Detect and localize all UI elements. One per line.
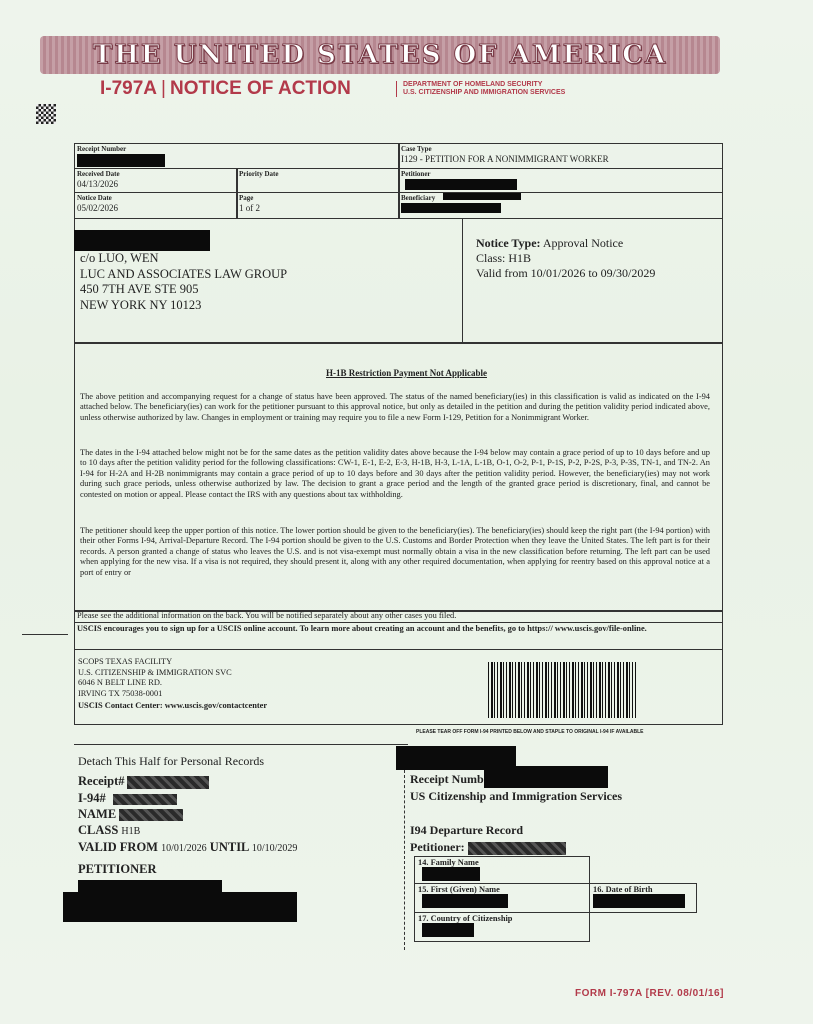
- notice-date-value: 05/02/2026: [77, 203, 119, 213]
- facility-line-1: SCOPS TEXAS FACILITY: [78, 657, 173, 666]
- date-of-birth-cell: [589, 883, 697, 913]
- petitioner-cell: [398, 168, 723, 193]
- family-name-label: 14. Family Name: [418, 858, 479, 867]
- page-label: Page: [239, 194, 254, 202]
- valid-line: Valid from 10/01/2026 to 09/30/2029: [476, 266, 656, 280]
- i94-agency: US Citizenship and Immigration Services: [410, 789, 623, 803]
- department-block: [396, 81, 565, 97]
- until-value: 10/10/2029: [251, 843, 298, 854]
- validity-row: [78, 840, 297, 855]
- redacted-petitioner-address: [63, 892, 297, 922]
- redacted-i94-petitioner: [468, 842, 566, 855]
- i94-row: [78, 791, 177, 806]
- country-label: 17. Country of Citizenship: [418, 914, 513, 923]
- receipt-number-label: Receipt Number: [77, 145, 127, 153]
- online-account-text: USCIS encourages you to sign up for a USCIS online account. To learn more about creating an account and the benefits, go to https:// www.uscis.gov/file-online.: [77, 624, 647, 633]
- agency-line: U.S. CITIZENSHIP AND IMMIGRATION SERVICES: [403, 89, 566, 96]
- class-value: H1B: [121, 826, 141, 837]
- redacted-receipt-number: [77, 154, 165, 167]
- case-type-cell: [398, 143, 723, 169]
- valid-from-value: 10/01/2026: [161, 843, 207, 854]
- tear-dashed-line: [404, 770, 405, 950]
- page-value: 1 of 2: [239, 203, 260, 213]
- date-of-birth-label: 16. Date of Birth: [593, 885, 653, 894]
- address-line-4: NEW YORK NY 10123: [80, 297, 202, 312]
- form-code: I-797A: [100, 78, 158, 99]
- detach-rule: [74, 744, 408, 745]
- redacted-beneficiary-line2: [401, 203, 501, 213]
- beneficiary-label: Beneficiary: [401, 194, 436, 202]
- barcode-icon: [488, 662, 636, 718]
- redacted-date-of-birth: [593, 894, 685, 908]
- tear-off-instruction: PLEASE TEAR OFF FORM I-94 PRINTED BELOW AND STAPLE TO ORIGINAL I-94 IF AVAILABLE: [416, 729, 644, 735]
- i94-petitioner-label: Petitioner:: [410, 840, 465, 854]
- priority-date-cell: [236, 168, 400, 193]
- family-name-cell: [414, 856, 590, 884]
- i94-receipt-row: [410, 772, 608, 788]
- paragraph-petitioner: The petitioner should keep the upper portion of this notice. The lower portion should be given to the beneficiary(ies). The beneficiary(ies) should keep the right part (the I-94 portion) with their other Forms I-94, Arrival-Departure Record. The I-94 portion should be given to the U.S. Customs and Border Protection when they leave the United States. The left part is for their records. A person granted a change of status who leaves the U.S. and is not visa-exempt must normally obtain a visa in the new classification before returning. The left part can be used when applying for the new visa. If a visa is not required, they should present it, along with any other required documentation, when applying for reentry based on this approval notice at a port of entry or: [80, 526, 710, 577]
- receipt-number-cell: [74, 143, 400, 169]
- redacted-country: [422, 923, 474, 937]
- redacted-petitioner: [405, 179, 517, 190]
- petitioner-row: [78, 862, 157, 877]
- class-label: CLASS: [78, 823, 119, 837]
- receipt-label: Receipt#: [78, 774, 125, 788]
- facility-line-2: U.S. CITIZENSHIP & IMMIGRATION SVC: [78, 667, 232, 677]
- receipt-row: [78, 774, 209, 789]
- case-type-label: Case Type: [401, 145, 432, 153]
- notice-date-cell: [74, 192, 238, 219]
- contact-center: USCIS Contact Center: www.uscis.gov/contactcenter: [78, 701, 268, 710]
- facility-address: [78, 657, 267, 712]
- see-back-text: Please see the additional information on the back. You will be notified separately about any other cases you filed.: [77, 611, 457, 620]
- form-title-line: I-797A | NOTICE OF ACTION: [100, 78, 351, 99]
- i94-receipt-label: Receipt Numb: [410, 772, 484, 786]
- form-number: FORM I-797A [REV. 08/01/16]: [575, 988, 724, 999]
- facility-line-3: 6046 N BELT LINE RD.: [78, 678, 162, 687]
- detach-petitioner-label: PETITIONER: [78, 862, 157, 876]
- department-line: DEPARTMENT OF HOMELAND SECURITY: [403, 81, 543, 88]
- paragraph-approval: The above petition and accompanying request for a change of status have been approved. The status of the named beneficiary(ies) in this classification is valid as indicated on the I-94 attached below. The beneficiary(ies) can work for the petitioner pursuant to this approval notice, but only as detailed in the petition and during the petition validity period indicated above, unless otherwise authorized by law. Changes in employment or training may require you to file a new Form I-129, Petition for a Nonimmigrant Worker.: [80, 392, 710, 422]
- petitioner-label: Petitioner: [401, 170, 431, 178]
- paragraph-grace-period: The dates in the I-94 attached below might not be for the same dates as the petition validity dates above because the I-94 below may contain a grace period of up to 10 days before and up to 10 days after the petition validity period for the following classifications: CW-1, E-1, E-2, E-3, H-1B, H-3, L-1A, L-1B, O-1, O-2, P-1, P-1S, P-2, P-2S, P-3, P-3S, TN-1, and TN-2. An I-94 for H-2A and H-2B nonimmigrants may contain a grace period of up to 10 days before and 30 days after the petition validity period. However, the beneficiary(ies) may not work during such grace periods, unless otherwise authorized by law. The decision to grant a grace period and the length of the granted grace period is discretionary, final, and cannot be contested on motion or appeal. Please contact the IRS with any questions about tax withholding.: [80, 448, 710, 499]
- valid-from-label: VALID FROM: [78, 840, 158, 854]
- class-row: [78, 823, 140, 838]
- i94-petitioner-row: [410, 840, 566, 855]
- redacted-family-name: [422, 867, 480, 881]
- redacted-name: [119, 809, 183, 821]
- address-line-1: c/o LUO, WEN: [80, 251, 159, 265]
- redacted-given-name: [422, 894, 508, 908]
- beneficiary-cell: [398, 192, 723, 219]
- name-label: NAME: [78, 807, 117, 821]
- notice-date-label: Notice Date: [77, 194, 112, 202]
- until-label: UNTIL: [209, 840, 249, 854]
- banner-text: THE UNITED STATES OF AMERICA: [92, 40, 668, 70]
- redacted-beneficiary: [443, 193, 521, 200]
- received-date-value: 04/13/2026: [77, 179, 119, 189]
- form-title: NOTICE OF ACTION: [169, 78, 351, 99]
- banner: [40, 36, 720, 74]
- redacted-recipient-name: [74, 230, 210, 251]
- page-cell: [236, 192, 400, 219]
- address-line-3: 450 7TH AVE STE 905: [80, 282, 199, 296]
- given-name-cell: [414, 883, 590, 913]
- class-line: Class: H1B: [476, 251, 532, 265]
- margin-tick: [22, 634, 68, 635]
- h1b-heading: H-1B Restriction Payment Not Applicable: [326, 368, 487, 378]
- notice-type-value: Approval Notice: [542, 236, 624, 250]
- redacted-i94: [113, 794, 177, 805]
- i94-label: I-94#: [78, 791, 106, 805]
- received-date-label: Received Date: [77, 170, 120, 178]
- priority-date-label: Priority Date: [239, 170, 279, 178]
- redacted-receipt: [127, 776, 209, 789]
- notice-type-block: [476, 236, 655, 281]
- facility-line-4: IRVING TX 75038-0001: [78, 688, 163, 698]
- qr-code-icon: [36, 104, 56, 124]
- address-line-2: LUC AND ASSOCIATES LAW GROUP: [80, 266, 288, 281]
- notice-type-label: Notice Type:: [476, 236, 541, 250]
- i94-departure-record: I94 Departure Record: [410, 823, 524, 837]
- mailing-address: [80, 251, 287, 313]
- country-cell: [414, 912, 590, 942]
- name-row: [78, 807, 183, 822]
- given-name-label: 15. First (Given) Name: [418, 885, 500, 894]
- redacted-i94-receipt: [484, 766, 608, 788]
- case-type-value: I129 - PETITION FOR A NONIMMIGRANT WORKER: [401, 154, 609, 164]
- detach-title: Detach This Half for Personal Records: [78, 754, 265, 768]
- received-date-cell: [74, 168, 238, 193]
